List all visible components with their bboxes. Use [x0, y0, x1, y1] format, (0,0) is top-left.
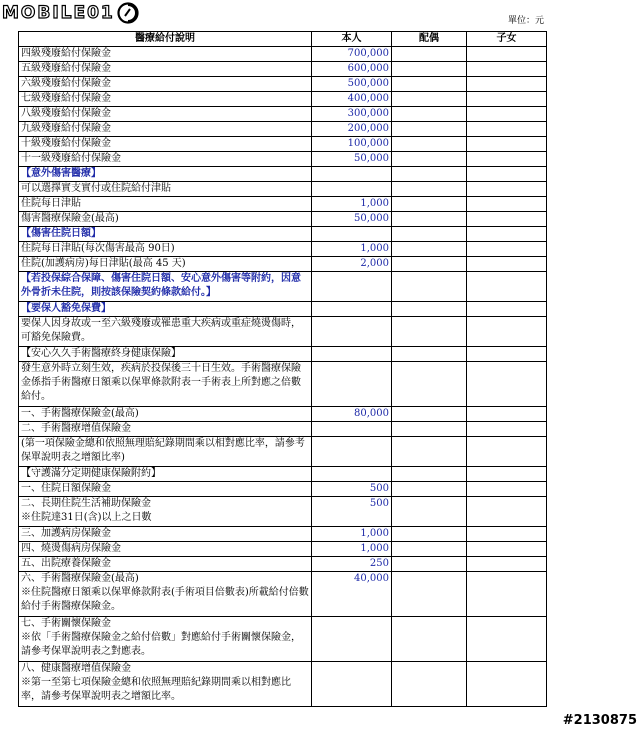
- table-row: [19, 152, 547, 167]
- row-self-amount: 1,000: [312, 542, 392, 557]
- row-spouse-amount: [392, 152, 467, 167]
- row-self-amount: [312, 302, 392, 317]
- row-description: 【意外傷害醫療】: [19, 167, 312, 182]
- table-row: [19, 92, 547, 107]
- row-children-amount: [467, 527, 547, 542]
- row-description: 【要保人豁免保費】: [19, 302, 312, 317]
- row-spouse-amount: [392, 302, 467, 317]
- row-self-amount: 500,000: [312, 77, 392, 92]
- row-children-amount: [467, 212, 547, 227]
- row-description: 七級殘廢給付保險金: [19, 92, 312, 107]
- row-children-amount: [467, 242, 547, 257]
- row-description: 三、加護病房保險金: [19, 527, 312, 542]
- row-self-amount: 500: [312, 482, 392, 497]
- table-row: [19, 482, 547, 497]
- row-children-amount: [467, 467, 547, 482]
- table-row: [19, 167, 547, 182]
- row-children-amount: [467, 197, 547, 212]
- row-spouse-amount: [392, 347, 467, 362]
- row-description: 八級殘廢給付保險金: [19, 107, 312, 122]
- row-description: 住院(加護病房)每日津貼(最高 45 天): [19, 257, 312, 272]
- row-description: 住院每日津貼(每次傷害最高 90日): [19, 242, 312, 257]
- row-spouse-amount: [392, 407, 467, 422]
- row-self-amount: [312, 437, 392, 467]
- table-row: [19, 107, 547, 122]
- row-children-amount: [467, 257, 547, 272]
- row-self-amount: 1,000: [312, 527, 392, 542]
- row-description: 六、手術醫療保險金(最高) ※住院醫療日額乘以保單條款附表(手術項目倍數表)所載給付倍數給付手術醫療保險金。: [19, 572, 312, 617]
- row-spouse-amount: [392, 122, 467, 137]
- row-spouse-amount: [392, 617, 467, 662]
- row-children-amount: [467, 77, 547, 92]
- row-self-amount: 50,000: [312, 152, 392, 167]
- row-description: 四、燒燙傷病房保險金: [19, 542, 312, 557]
- row-children-amount: [467, 497, 547, 527]
- row-self-amount: 1,000: [312, 242, 392, 257]
- table-row: [19, 557, 547, 572]
- table-row: [19, 62, 547, 77]
- row-self-amount: [312, 347, 392, 362]
- row-description: 八、健康醫療增值保險金 ※第一至第七項保險金總和依照無理賠紀錄期間乘以相對應比率，請參考保單說明表之增額比率。: [19, 662, 312, 707]
- row-spouse-amount: [392, 107, 467, 122]
- row-spouse-amount: [392, 62, 467, 77]
- row-description: 要保人因身故或一至六級殘廢或罹患重大疾病或重症燒燙傷時，可豁免保險費。: [19, 317, 312, 347]
- row-children-amount: [467, 62, 547, 77]
- row-children-amount: [467, 302, 547, 317]
- table-row: [19, 437, 547, 467]
- benefit-table: [18, 31, 547, 707]
- row-description: 二、手術醫療增值保險金: [19, 422, 312, 437]
- row-self-amount: 200,000: [312, 122, 392, 137]
- row-children-amount: [467, 182, 547, 197]
- row-children-amount: [467, 572, 547, 617]
- row-children-amount: [467, 362, 547, 407]
- row-spouse-amount: [392, 437, 467, 467]
- row-spouse-amount: [392, 182, 467, 197]
- row-children-amount: [467, 347, 547, 362]
- row-spouse-amount: [392, 47, 467, 62]
- row-self-amount: [312, 362, 392, 407]
- row-spouse-amount: [392, 272, 467, 302]
- row-description: 四級殘廢給付保險金: [19, 47, 312, 62]
- table-row: [19, 242, 547, 257]
- row-children-amount: [467, 617, 547, 662]
- post-id-stamp: #2130875: [562, 713, 637, 728]
- row-description: 五級殘廢給付保險金: [19, 62, 312, 77]
- row-self-amount: 700,000: [312, 47, 392, 62]
- mobile01-logo: [2, 2, 140, 24]
- row-children-amount: [467, 317, 547, 347]
- row-spouse-amount: [392, 422, 467, 437]
- row-description: 七、手術關懷保險金 ※依「手術醫療保險金之給付倍數」對應給付手術關懷保險金，請參考保單說明表之對應表。: [19, 617, 312, 662]
- row-description: 【傷害住院日額】: [19, 227, 312, 242]
- row-children-amount: [467, 542, 547, 557]
- table-row: [19, 122, 547, 137]
- row-spouse-amount: [392, 92, 467, 107]
- row-children-amount: [467, 122, 547, 137]
- row-description: 可以選擇實支實付或住院給付津貼: [19, 182, 312, 197]
- row-children-amount: [467, 167, 547, 182]
- row-self-amount: 40,000: [312, 572, 392, 617]
- logo-text: MOBILE01: [2, 3, 115, 23]
- row-description: 九級殘廢給付保險金: [19, 122, 312, 137]
- table-row: [19, 302, 547, 317]
- row-self-amount: [312, 182, 392, 197]
- table-row: [19, 212, 547, 227]
- row-spouse-amount: [392, 227, 467, 242]
- table-row: [19, 317, 547, 347]
- row-spouse-amount: [392, 662, 467, 707]
- row-self-amount: 500: [312, 497, 392, 527]
- row-description: 傷害醫療保險金(最高): [19, 212, 312, 227]
- row-spouse-amount: [392, 467, 467, 482]
- row-spouse-amount: [392, 242, 467, 257]
- table-row: [19, 572, 547, 617]
- row-spouse-amount: [392, 317, 467, 347]
- table-row: [19, 362, 547, 407]
- table-row: [19, 257, 547, 272]
- row-children-amount: [467, 107, 547, 122]
- row-description: 【若投保綜合保障、傷害住院日額、安心意外傷害等附約，因意外骨折未住院，則按該保險契約條款給付。】: [19, 272, 312, 302]
- row-children-amount: [467, 137, 547, 152]
- table-row: [19, 542, 547, 557]
- row-children-amount: [467, 437, 547, 467]
- row-spouse-amount: [392, 77, 467, 92]
- row-children-amount: [467, 557, 547, 572]
- row-spouse-amount: [392, 257, 467, 272]
- col-header-spouse: 配偶: [392, 32, 467, 47]
- row-spouse-amount: [392, 557, 467, 572]
- row-self-amount: 1,000: [312, 197, 392, 212]
- table-row: [19, 227, 547, 242]
- row-self-amount: 2,000: [312, 257, 392, 272]
- row-description: 十級殘廢給付保險金: [19, 137, 312, 152]
- row-self-amount: [312, 467, 392, 482]
- row-description: 五、出院療養保險金: [19, 557, 312, 572]
- row-self-amount: [312, 272, 392, 302]
- row-self-amount: 400,000: [312, 92, 392, 107]
- row-children-amount: [467, 92, 547, 107]
- row-description: 發生意外時立刻生效，疾病於投保後三十日生效。手術醫療保險金係指手術醫療日額乘以保單條款附表一手術表上所對應之倍數給付。: [19, 362, 312, 407]
- row-self-amount: [312, 617, 392, 662]
- row-spouse-amount: [392, 362, 467, 407]
- table-row: [19, 137, 547, 152]
- col-header-description: 醫療給付說明: [19, 32, 312, 47]
- row-spouse-amount: [392, 137, 467, 152]
- row-self-amount: 80,000: [312, 407, 392, 422]
- row-children-amount: [467, 47, 547, 62]
- row-description: 一、住院日額保險金: [19, 482, 312, 497]
- col-header-self: 本人: [312, 32, 392, 47]
- table-row: [19, 662, 547, 707]
- row-description: 住院每日津貼: [19, 197, 312, 212]
- row-description: (第一項保險金總和依照無理賠紀錄期間乘以相對應比率，請參考保單說明表之增額比率): [19, 437, 312, 467]
- row-children-amount: [467, 227, 547, 242]
- row-self-amount: 100,000: [312, 137, 392, 152]
- unit-label: 單位：元: [507, 16, 544, 26]
- row-self-amount: 600,000: [312, 62, 392, 77]
- row-children-amount: [467, 272, 547, 302]
- row-spouse-amount: [392, 542, 467, 557]
- row-spouse-amount: [392, 482, 467, 497]
- table-row: [19, 347, 547, 362]
- row-spouse-amount: [392, 212, 467, 227]
- table-row: [19, 422, 547, 437]
- row-spouse-amount: [392, 572, 467, 617]
- row-self-amount: [312, 227, 392, 242]
- row-description: 二、長期住院生活補助保險金 ※住院達31日(含)以上之日數: [19, 497, 312, 527]
- table-row: [19, 77, 547, 92]
- row-children-amount: [467, 662, 547, 707]
- table-row: [19, 47, 547, 62]
- table-row: [19, 197, 547, 212]
- row-self-amount: [312, 422, 392, 437]
- table-row: [19, 617, 547, 662]
- row-spouse-amount: [392, 497, 467, 527]
- table-row: [19, 467, 547, 482]
- row-description: 【守護滿分定期健康保險附約】: [19, 467, 312, 482]
- row-children-amount: [467, 482, 547, 497]
- col-header-children: 子女: [467, 32, 547, 47]
- table-row: [19, 407, 547, 422]
- row-description: 【安心久久手術醫療終身健康保險】: [19, 347, 312, 362]
- table-row: [19, 182, 547, 197]
- row-self-amount: 50,000: [312, 212, 392, 227]
- row-description: 十一級殘廢給付保險金: [19, 152, 312, 167]
- table-row: [19, 527, 547, 542]
- row-description: 六級殘廢給付保險金: [19, 77, 312, 92]
- table-row: [19, 497, 547, 527]
- row-children-amount: [467, 407, 547, 422]
- row-spouse-amount: [392, 197, 467, 212]
- row-self-amount: 250: [312, 557, 392, 572]
- row-self-amount: 300,000: [312, 107, 392, 122]
- row-spouse-amount: [392, 527, 467, 542]
- row-self-amount: [312, 167, 392, 182]
- row-spouse-amount: [392, 167, 467, 182]
- row-description: 一、手術醫療保險金(最高): [19, 407, 312, 422]
- table-header-row: [19, 32, 547, 47]
- table-row: [19, 272, 547, 302]
- row-self-amount: [312, 662, 392, 707]
- row-children-amount: [467, 152, 547, 167]
- row-self-amount: [312, 317, 392, 347]
- logo-mark-icon: [116, 2, 140, 24]
- row-children-amount: [467, 422, 547, 437]
